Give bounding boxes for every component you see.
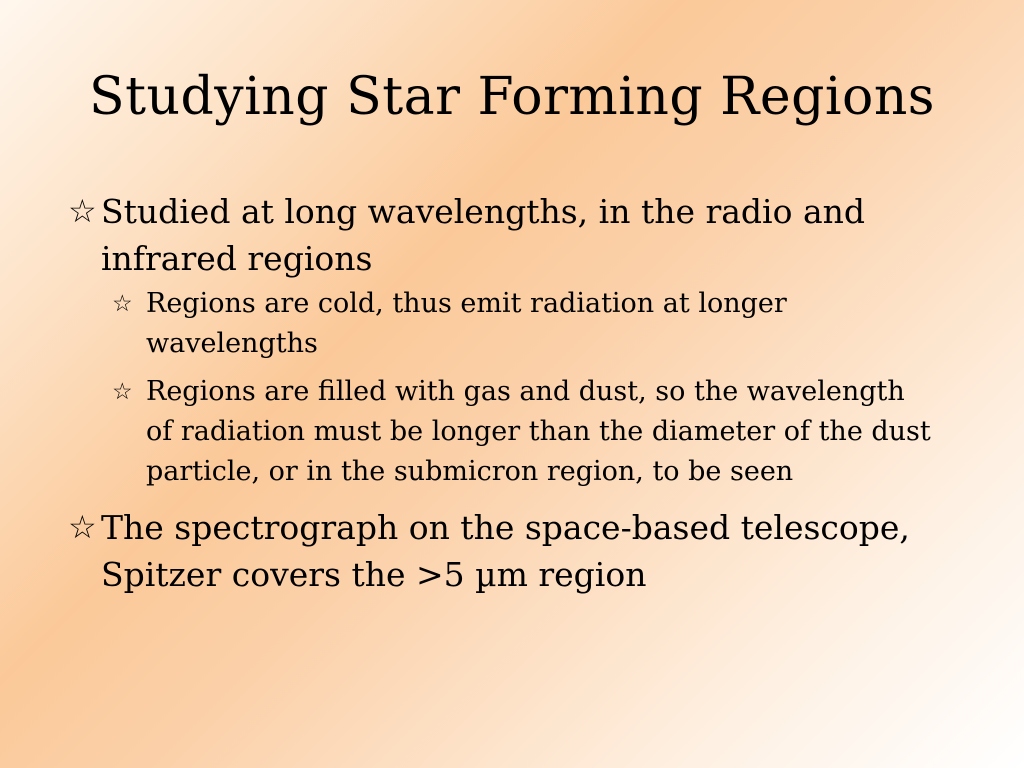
slide-title: Studying Star Forming Regions <box>89 67 935 127</box>
star-outline-icon: ☆ <box>112 379 133 405</box>
star-outline-icon: ☆ <box>112 291 133 317</box>
sub-bullet-text: Regions are cold, thus emit radiation at longer wavelengths <box>146 288 787 359</box>
star-outline-icon: ☆ <box>68 508 97 546</box>
bullet-item <box>68 504 981 598</box>
sub-bullet-item <box>112 284 932 364</box>
bullet-text: Studied at long wavelengths, in the radio and infrared regions <box>101 192 866 278</box>
bullet-list <box>68 188 968 598</box>
sub-bullet-text: Regions are filled with gas and dust, so the wavelength of radiation must be longer than the diameter of the dust particle, or in the submicron region, to be seen <box>146 376 931 487</box>
sub-bullet-item <box>112 372 932 492</box>
star-outline-icon: ☆ <box>68 192 97 230</box>
bullet-text: The spectrograph on the space-based telescope, Spitzer covers the >5 µm region <box>101 508 910 594</box>
bullet-item <box>68 188 981 282</box>
